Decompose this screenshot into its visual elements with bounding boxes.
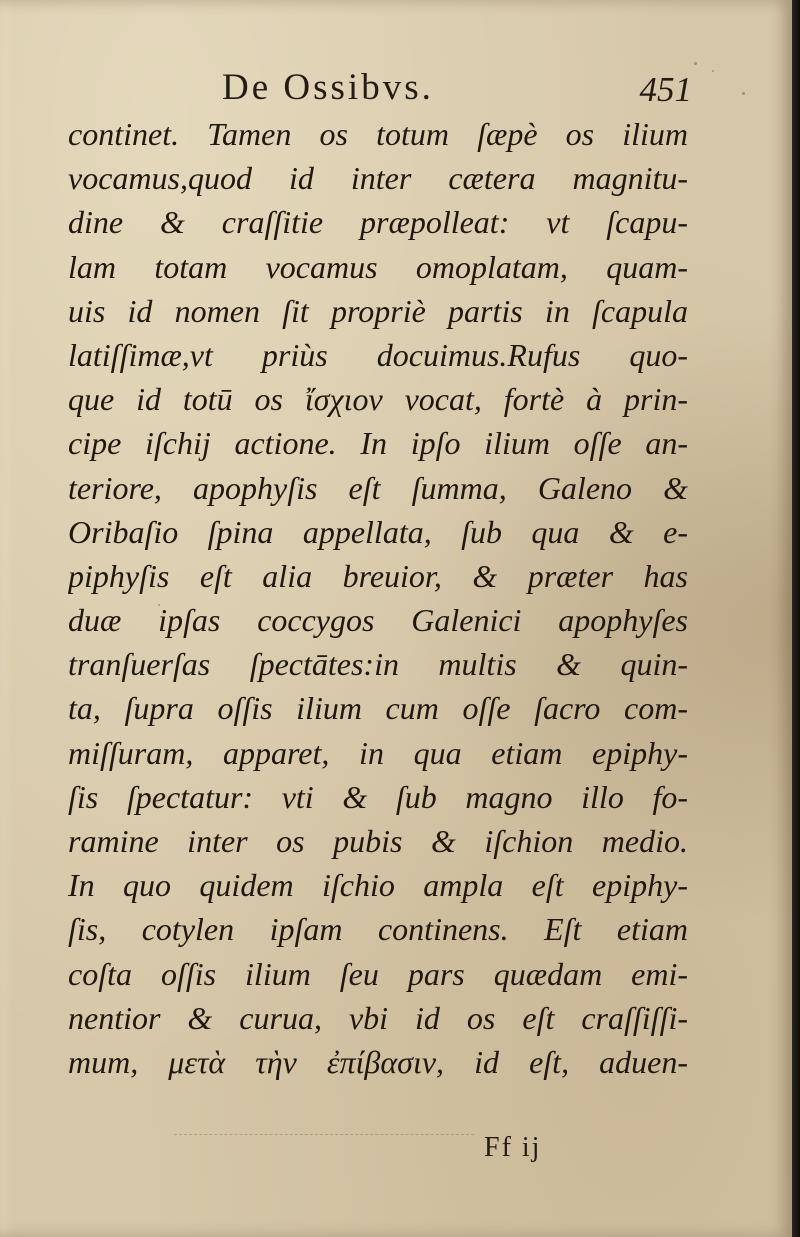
text-line: In quo quidem iſchio ampla eſt epiphy- [68,867,688,904]
text-line: tranſuerſas ſpectātes:in multis & quin- [68,646,688,683]
text-line: dine & craſſitie præpolleat: vt ſcapu- [68,204,688,241]
page-edge-shadow [792,0,800,1237]
text-line: mum, μετὰ τὴν ἐπίβασιν, id eſt, aduen- [68,1043,688,1080]
bleed-through-rule [174,1134,474,1135]
text-line: uis id nomen ſit propriè partis in ſcapula [68,292,688,329]
text-line: vocamus,quod id inter cætera magnitu- [68,160,688,197]
text-line: teriore, apophyſis eſt ſumma, Galeno & [68,469,688,506]
text-line: ſis, cotylen ipſam continens. Eſt etiam [68,911,688,948]
text-line: continet. Tamen os totum ſæpè os ilium [68,116,688,152]
paper-speck [158,604,160,606]
text-line: piphyſis eſt alia breuior, & præter has [68,557,688,594]
text-line: ta, ſupra oſſis ilium cum oſſe ſacro com- [68,690,688,727]
text-line: ramine inter os pubis & iſchion medio. [68,823,688,859]
text-line: miſſuram, apparet, in qua etiam epiphy- [68,734,688,771]
paper-speck [694,62,697,65]
text-line: nentior & curua, vbi id os eſt craſſiſſi- [68,999,688,1036]
text-line: ſis ſpectatur: vti & ſub magno illo fo- [68,778,688,815]
text-line: que id totū os ἴσχιον vocat, fortè à prin- [68,381,688,418]
body-text [68,112,688,1084]
running-head: De Ossibvs. [222,67,434,108]
signature-mark: Ff ij [484,1132,542,1163]
text-line: lam totam vocamus omoplatam, quam- [68,248,688,285]
text-line: latiſſimæ,vt priùs docuimus.Rufus quo- [68,336,688,373]
paper-speck [742,92,745,95]
text-line: Oribaſio ſpina appellata, ſub qua & e- [68,513,688,550]
page-header [222,66,692,118]
text-line: duæ ipſas coccygos Galenici apophyſes [68,602,688,639]
paper-speck [712,70,714,72]
text-line: cipe iſchij actione. In ipſo ilium oſſe an- [68,425,688,462]
text-line: coſta oſſis ilium ſeu pars quædam emi- [68,955,688,992]
page-number: 451 [639,70,692,109]
